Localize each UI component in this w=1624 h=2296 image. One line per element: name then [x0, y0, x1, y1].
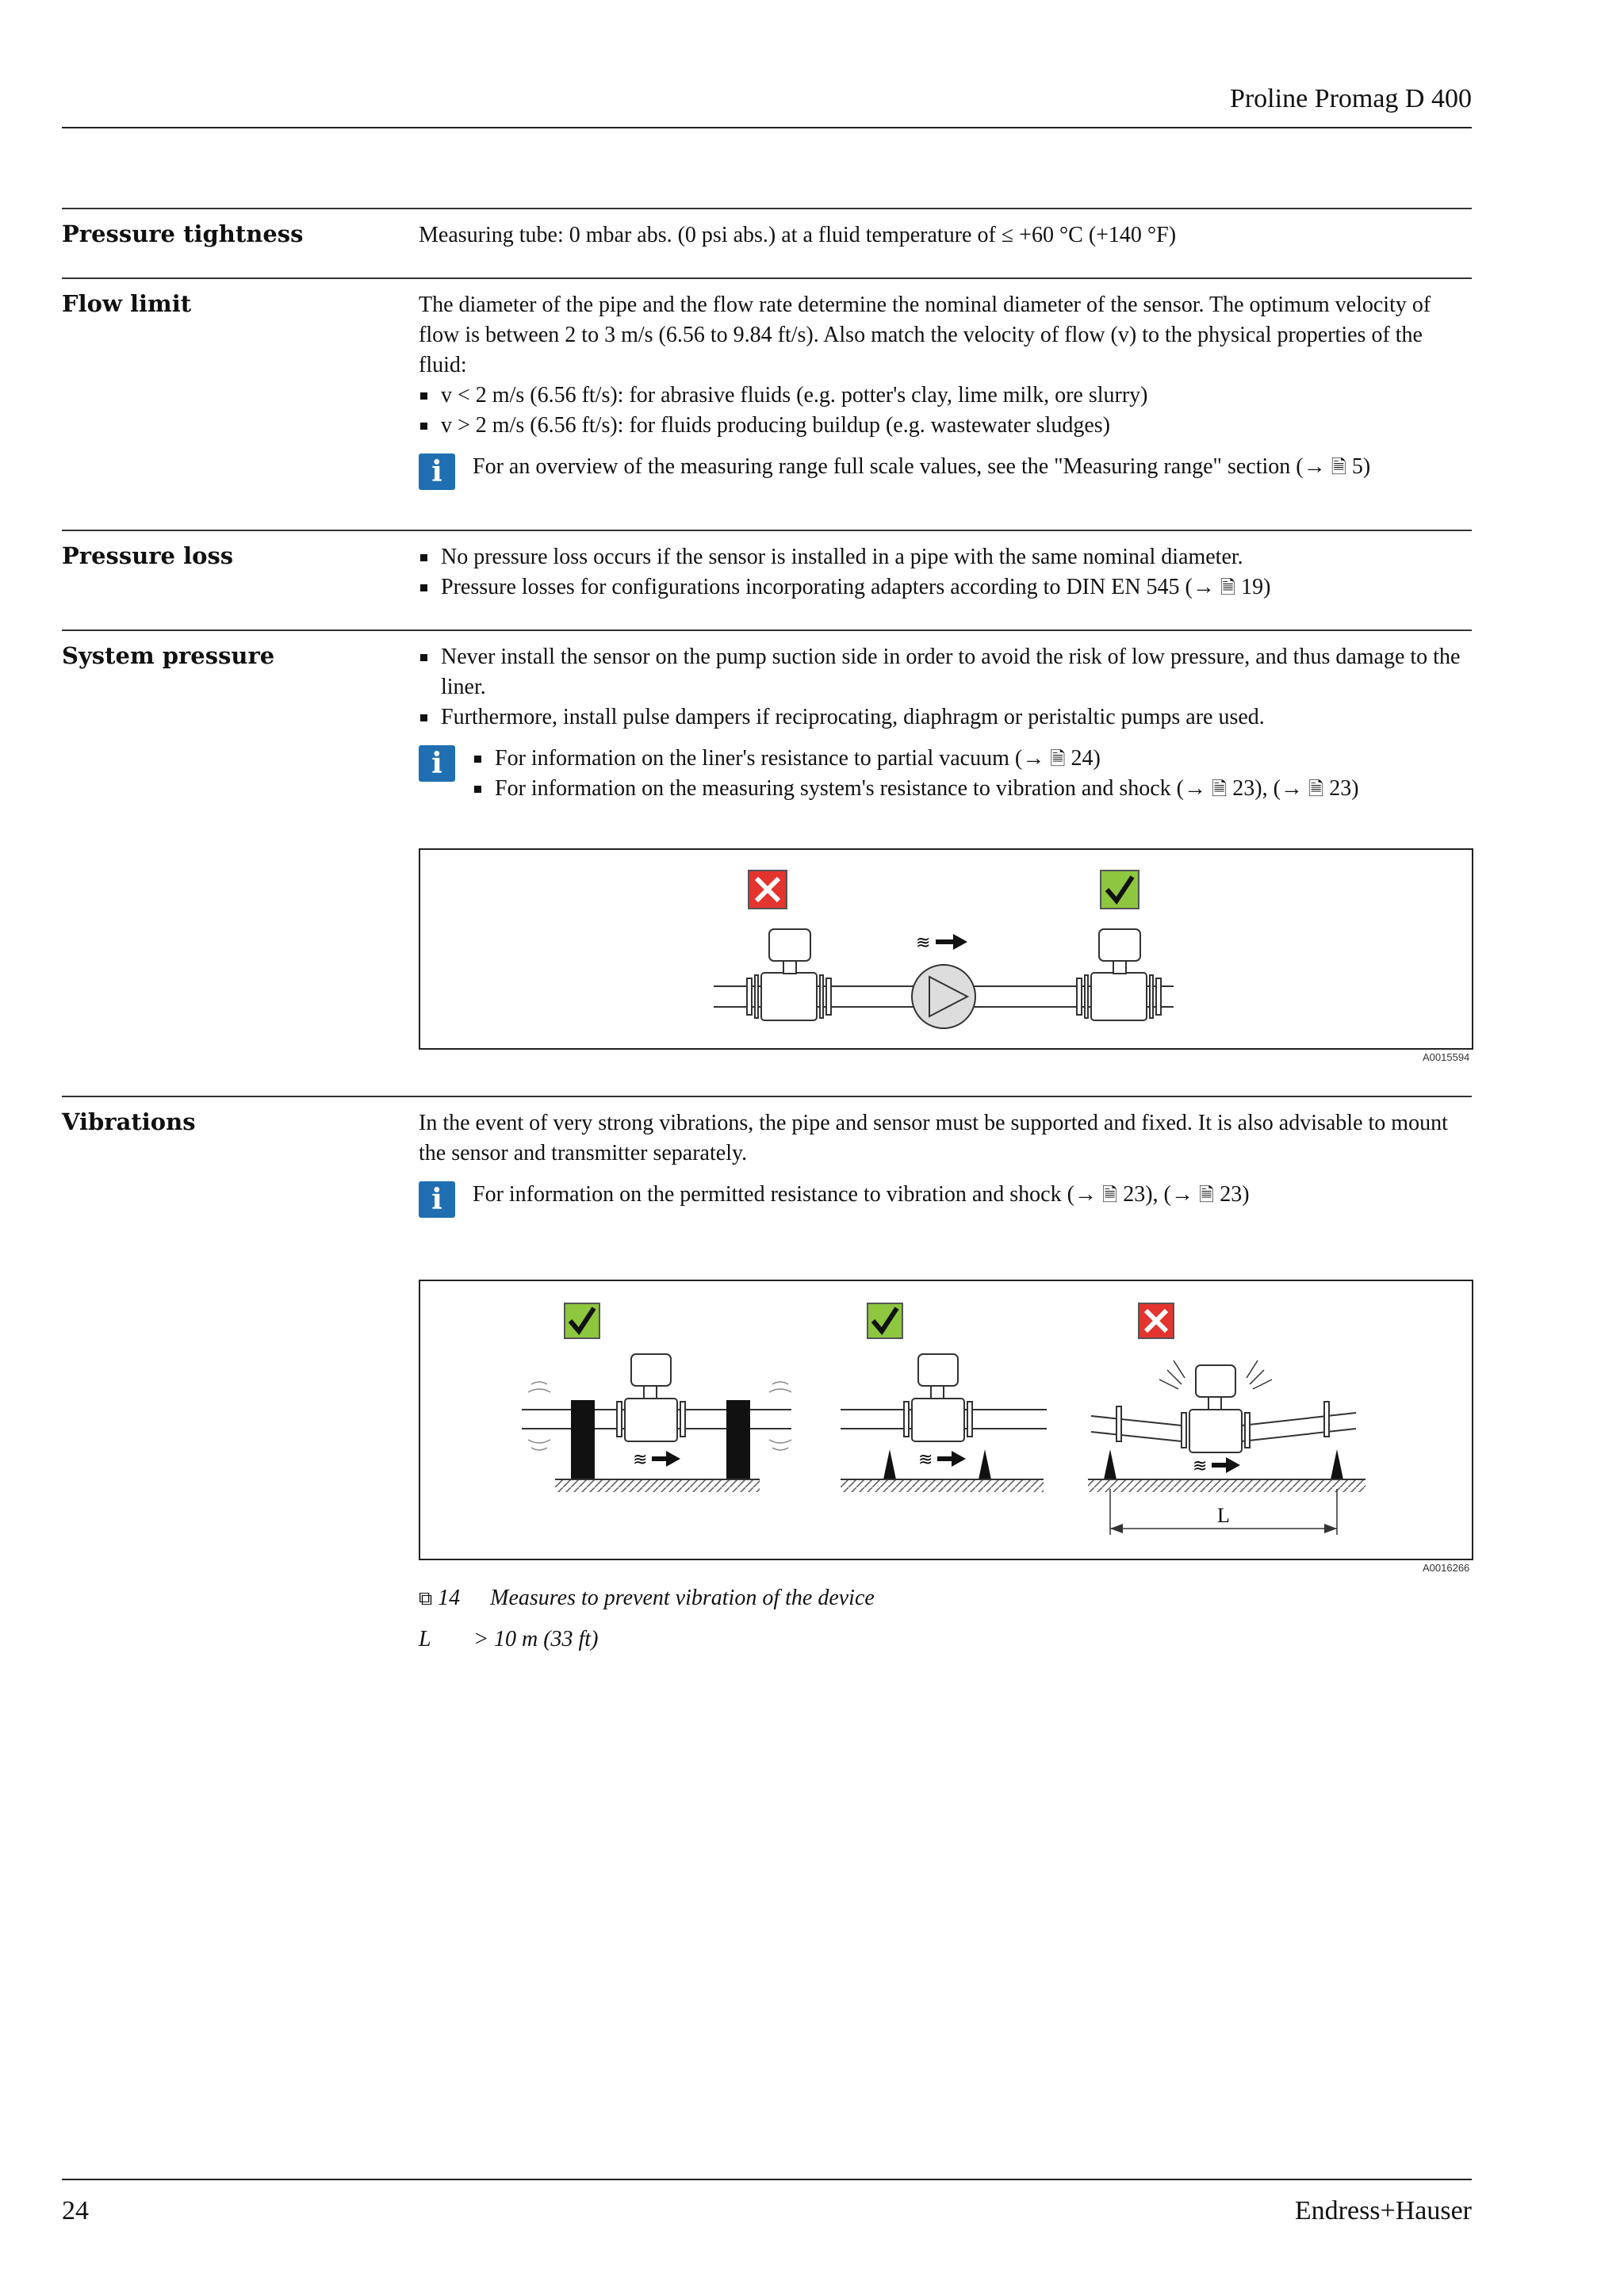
vibration-diagram — [420, 1281, 1472, 1559]
flowmeter-panel2 — [904, 1354, 972, 1441]
support-triangle — [1331, 1449, 1343, 1479]
section-pressure-tightness — [62, 208, 1472, 247]
bullet-item: v > 2 m/s (6.56 ft/s): for fluids producing buildup (e.g. wastewater sludges) — [419, 411, 1472, 441]
flowmeter-panel3 — [1182, 1365, 1250, 1452]
section-label: Vibrations — [62, 1108, 196, 1135]
caption-number: 14 — [438, 1586, 461, 1610]
page-ref-icon: 🗎 — [1101, 1184, 1118, 1206]
caption-text: Measures to prevent vibration of the device — [490, 1586, 875, 1610]
figure-icon: ⧉ — [419, 1587, 433, 1609]
svg-text:≋: ≋ — [916, 933, 931, 953]
info-note — [419, 1180, 1472, 1221]
section-flow-limit — [62, 277, 1472, 488]
figure-pump-installation — [419, 848, 1473, 1050]
info-note — [419, 452, 1472, 493]
check-icon — [565, 1303, 599, 1338]
section-text: Measuring tube: 0 mbar abs. (0 psi abs.) at a fluid temperature of ≤ +60 °C (+140 °F) — [419, 223, 1177, 247]
figure-caption — [419, 1586, 875, 1611]
page-ref-icon: 🗎 — [1331, 456, 1346, 478]
note-text: 5) — [1346, 454, 1371, 479]
figure-vibration-measures — [419, 1280, 1473, 1560]
bullet-item — [473, 744, 1472, 774]
note-text: For information on the measuring system's resistance to vibration and shock (→ — [495, 776, 1212, 801]
info-icon: i — [419, 745, 455, 782]
section-text: The diameter of the pipe and the flow rate determine the nominal diameter of the sensor. The optimum velocity of flow is between 2 to 3 m/s (6.56 to 9.84 ft/s). Also match the velocity of flow (v) to the physical properties of the fluid: — [419, 293, 1431, 377]
figure-id: A0015594 — [1423, 1051, 1470, 1063]
legend-value: > 10 m (33 ft) — [473, 1627, 599, 1651]
header-title: Proline Promag D 400 — [1229, 84, 1472, 113]
figure-id: A0016266 — [1423, 1562, 1470, 1574]
note-text: For an overview of the measuring range full scale values, see the "Measuring range" section (→ — [473, 454, 1331, 479]
page-ref-icon: 🗎 — [1220, 576, 1236, 599]
svg-text:≋: ≋ — [918, 1450, 933, 1470]
section-text: In the event of very strong vibrations, the pipe and sensor must be supported and fixed. It is also advisable to mount the sensor and transmitter separately. — [419, 1111, 1448, 1165]
flowmeter-panel1 — [617, 1354, 685, 1441]
bullet-item: v < 2 m/s (6.56 ft/s): for abrasive fluids (e.g. potter's clay, lime milk, ore slurry) — [419, 381, 1472, 411]
cross-icon — [1139, 1303, 1174, 1338]
section-vibrations — [62, 1096, 1472, 1216]
section-label: Pressure tightness — [62, 220, 304, 247]
support-triangle — [979, 1449, 991, 1479]
section-pressure-loss — [62, 530, 1472, 599]
pump-symbol — [912, 965, 975, 1028]
note-text: 23), (→ — [1117, 1182, 1199, 1207]
pump-installation-diagram — [420, 850, 1472, 1048]
flow-arrow — [916, 933, 967, 953]
note-text: For information on the permitted resistance to vibration and shock (→ — [473, 1182, 1102, 1207]
header-rule — [62, 127, 1472, 128]
info-icon: i — [419, 1181, 455, 1218]
bullet-item — [419, 572, 1472, 603]
note-text: 24) — [1065, 746, 1101, 771]
bullet-item — [473, 774, 1472, 804]
section-system-pressure — [62, 629, 1472, 801]
section-label: Pressure loss — [62, 542, 234, 569]
dimension-label: L — [1217, 1504, 1230, 1527]
footer-brand: Endress+Hauser — [1294, 2196, 1472, 2225]
page-ref-icon: 🗎 — [1198, 1184, 1215, 1206]
support-triangle — [1104, 1449, 1116, 1479]
info-icon: i — [419, 453, 455, 490]
section-label: Flow limit — [62, 290, 192, 317]
info-note — [419, 744, 1472, 804]
footer-rule — [62, 2179, 1472, 2180]
note-text: 23), (→ — [1227, 776, 1308, 801]
page-number: 24 — [62, 2196, 89, 2225]
check-icon — [868, 1303, 902, 1338]
figure-legend — [419, 1627, 598, 1652]
section-label: System pressure — [62, 642, 275, 669]
bullet-text: Pressure losses for configurations incorporating adapters according to DIN EN 545 (→ — [441, 575, 1220, 599]
legend-key: L — [419, 1627, 431, 1651]
note-text: 23) — [1323, 776, 1359, 801]
page-ref-icon: 🗎 — [1211, 778, 1228, 800]
svg-text:≋: ≋ — [1193, 1456, 1208, 1476]
note-text: 23) — [1214, 1182, 1250, 1207]
bullet-item: Never install the sensor on the pump suction side in order to avoid the risk of low pressure, and thus damage to the liner. — [419, 642, 1472, 702]
bullet-item: Furthermore, install pulse dampers if reciprocating, diaphragm or peristaltic pumps are used. — [419, 702, 1472, 733]
cross-icon — [749, 871, 787, 909]
page-ref-icon: 🗎 — [1050, 748, 1066, 770]
bullet-text: 19) — [1235, 575, 1271, 599]
check-icon — [1101, 871, 1139, 909]
note-text: For information on the liner's resistance to partial vacuum (→ — [495, 746, 1051, 771]
bullet-item: No pressure loss occurs if the sensor is installed in a pipe with the same nominal diameter. — [419, 542, 1472, 572]
page-ref-icon: 🗎 — [1308, 778, 1324, 800]
pipe-support-right — [726, 1400, 750, 1479]
document-page — [62, 0, 1472, 2296]
svg-text:≋: ≋ — [633, 1450, 648, 1470]
pipe-support-left — [571, 1400, 595, 1479]
support-triangle — [883, 1449, 896, 1479]
